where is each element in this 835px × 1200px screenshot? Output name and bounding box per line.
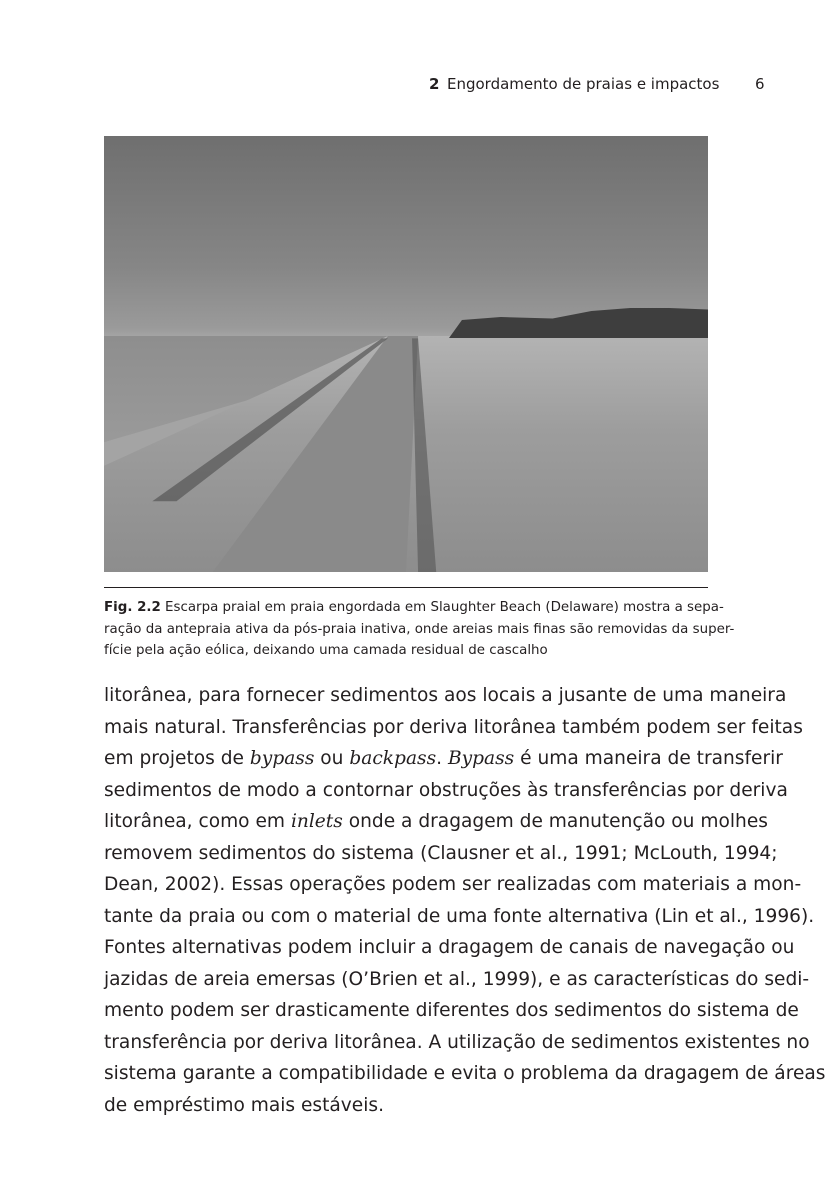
- text-segment: .: [436, 748, 448, 769]
- caption-text: Escarpa praial em praia engordada em Slaughter Beach (Delaware) mostra a sepa-: [160, 600, 724, 615]
- text-segment: Fontes alternativas podem incluir a dragagem de canais de navegação ou: [104, 937, 795, 958]
- houses-and-trees: [449, 308, 708, 338]
- italic-term: inlets: [290, 811, 343, 832]
- figure-caption: [104, 597, 735, 662]
- caption-rule: [104, 587, 708, 588]
- body-line: [104, 712, 803, 744]
- text-segment: de empréstimo mais estáveis.: [104, 1094, 385, 1116]
- caption-line: ração da antepraia ativa da pós-praia inativa, onde areias mais finas são removidas da super-: [104, 621, 735, 637]
- body-line: [104, 995, 799, 1027]
- italic-term: Bypass: [447, 748, 515, 769]
- chapter-title: Engordamento de praias e impactos: [447, 75, 720, 93]
- body-line: [104, 932, 795, 964]
- body-line: [104, 901, 815, 933]
- text-segment: mais natural. Transferências por deriva litorânea também podem ser feitas: [104, 716, 803, 738]
- figure-label: Fig. 2.2: [104, 600, 161, 615]
- italic-term: bypass: [249, 748, 315, 769]
- body-line: [104, 869, 802, 901]
- text-segment: mento podem ser drasticamente diferentes dos sedimentos do sistema de: [104, 1000, 799, 1021]
- body-line: [104, 680, 787, 712]
- running-header: [0, 75, 835, 95]
- text-segment: removem sedimentos do sistema (Clausner et al., 1991; McLouth, 1994;: [104, 842, 778, 864]
- text-segment: em projetos de: [104, 748, 250, 769]
- text-segment: tante da praia ou com o material de uma fonte alternativa (Lin et al., 1996).: [104, 905, 815, 927]
- text-segment: litorânea, para fornecer sedimentos aos locais a jusante de uma maneira: [104, 685, 787, 706]
- body-line: [104, 1090, 708, 1122]
- caption-line: [104, 597, 724, 619]
- body-text: [104, 680, 826, 1121]
- text-segment: ou: [314, 748, 350, 769]
- text-segment: onde a dragagem de manutenção ou molhes: [342, 811, 768, 832]
- text-segment: jazidas de areia emersas (O’Brien et al., 1999), e as características do sedi-: [104, 968, 810, 990]
- text-segment: sedimentos de modo a contornar obstruções às transferências por deriva: [104, 779, 788, 801]
- page-number: 6: [755, 75, 765, 93]
- text-segment: sistema garante a compatibilidade e evita o problema da dragagem de áreas: [104, 1063, 826, 1084]
- caption-line: fície pela ação eólica, deixando uma camada residual de cascalho: [104, 643, 548, 658]
- body-line: [104, 806, 768, 838]
- body-line: [104, 743, 783, 775]
- body-line: [104, 964, 810, 996]
- text-segment: transferência por deriva litorânea. A utilização de sedimentos existentes no: [104, 1031, 810, 1053]
- chapter-number: 2: [429, 75, 440, 93]
- body-line: [104, 1027, 810, 1059]
- body-line: [104, 838, 778, 870]
- beach-photograph: [104, 136, 708, 572]
- body-line: [104, 1058, 826, 1090]
- text-segment: é uma maneira de transferir: [514, 748, 783, 769]
- text-segment: litorânea, como em: [104, 811, 291, 832]
- text-segment: Dean, 2002). Essas operações podem ser realizadas com materiais a mon-: [104, 874, 802, 895]
- body-line: [104, 775, 788, 807]
- italic-term: backpass: [349, 748, 437, 769]
